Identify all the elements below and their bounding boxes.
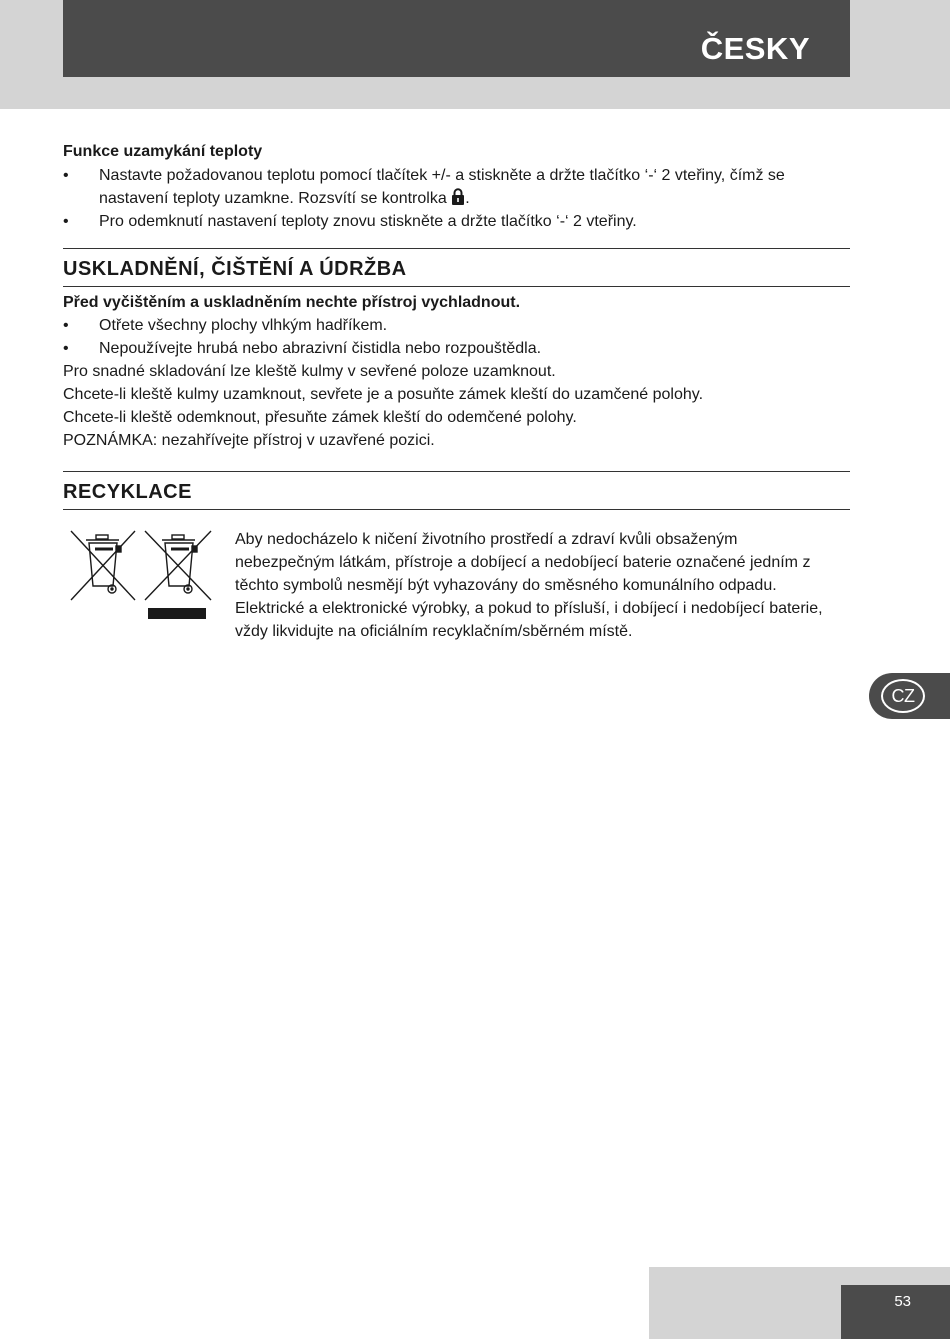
storage-list [63, 314, 850, 360]
language-tab-label: CZ [881, 679, 925, 713]
recycling-symbols [69, 528, 221, 626]
page-language-title: ČESKY [700, 31, 810, 66]
header-bar [63, 0, 850, 77]
storage-warning: Před vyčištěním a uskladněním nechte přístroj vychladnout. [63, 294, 521, 311]
section-heading-recycling: RECYKLACE [63, 471, 850, 510]
page-number: 53 [894, 1293, 911, 1310]
storage-note: POZNÁMKA: nezahřívejte přístroj v uzavřené pozici. [63, 432, 435, 449]
temp-lock-list [63, 164, 850, 233]
crossed-bin-icon [71, 531, 135, 600]
storage-line: Pro snadné skladování lze kleště kulmy v sevřené poloze uzamknout. [63, 363, 556, 380]
recycling-text: Aby nedocházelo k ničení životního prostředí a zdraví kvůli obsaženým nebezpečným látkám, přístroje a dobíjecí a nedobíjecí baterie označené jedním z těchto symbolů nesmějí být vyhazovány do směsného komunálního odpadu. Elektrické a elektronické výrobky, a pokud to přísluší, i dobíjecí i nedobíjecí baterie, vždy likvidujte na oficiálním recyklačním/sběrném místě. [235, 531, 823, 640]
list-item [63, 210, 850, 233]
lock-icon [451, 188, 465, 205]
storage-line: Chcete-li kleště kulmy uzamknout, sevřete je a posuňte zámek kleští do uzamčené polohy. [63, 386, 704, 403]
recycling-block [63, 528, 850, 648]
storage-line: Chcete-li kleště odemknout, přesuňte zámek kleští do odemčené polohy. [63, 409, 577, 426]
temp-lock-bullet-1: Nastavte požadovanou teplotu pomocí tlačítek +/- a stiskněte a držte tlačítko ‘-‘ 2 vteřiny, čímž se nastavení teploty uzamkne. Rozsvítí se kontrolka [99, 167, 785, 207]
main-content [63, 140, 850, 648]
section-heading-storage: USKLADNĚNÍ, ČIŠTĚNÍ A ÚDRŽBA [63, 248, 850, 287]
page-number-box [841, 1285, 950, 1339]
temp-lock-bullet-2: Pro odemknutí nastavení teploty znovu stiskněte a držte tlačítko ‘-‘ 2 vteřiny. [99, 213, 637, 230]
list-item [63, 164, 850, 210]
list-item: • Otřete všechny plochy vlhkým hadříkem. [63, 314, 850, 337]
language-tab [869, 673, 950, 719]
temp-lock-heading: Funkce uzamykání teploty [63, 143, 263, 160]
list-item: • Nepoužívejte hrubá nebo abrazivní čistidla nebo rozpouštědla. [63, 337, 850, 360]
temp-lock-bullet-1-end: . [465, 190, 470, 207]
crossed-bin-bar-icon [145, 531, 211, 619]
